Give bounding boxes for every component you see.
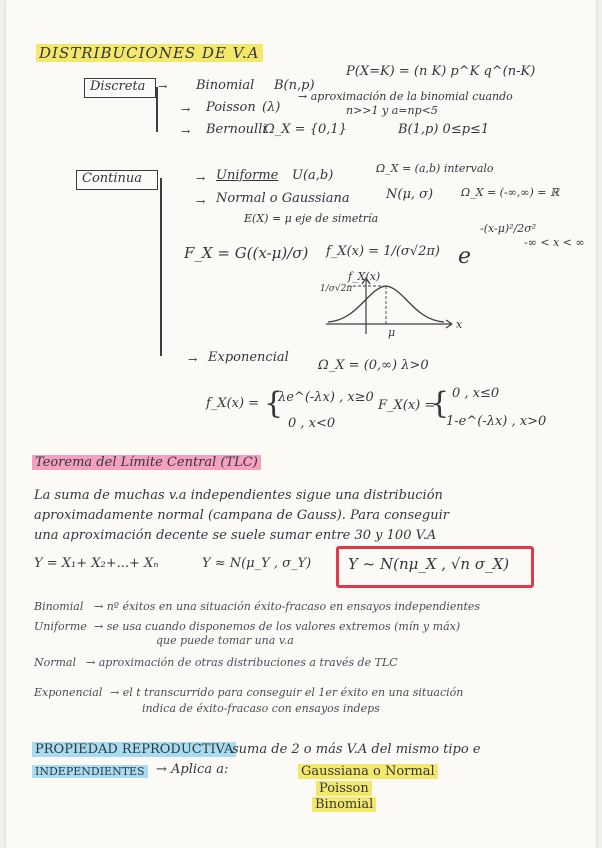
normal-range: -∞ < x < ∞ [524,236,585,249]
bernoulli-name: Bernoulli [206,122,267,137]
propiedad-heading: PROPIEDAD REPRODUCTIVA [32,742,236,757]
graph-ylabel: f_X(x) [348,270,381,283]
expo-pdf-b: 0 , x<0 [288,416,336,431]
propiedad-item-poisson: Poisson [316,781,372,796]
poisson-name: Poisson [206,100,256,115]
expo-cdf-lhs: F_X(x) = [378,398,436,413]
discreta-label: Discreta [90,79,146,94]
tlc-paragraph-line-2: aproximadamente normal (campana de Gauss). Para conseguir [34,508,449,523]
propiedad-text: suma de 2 o más V.A del mismo tipo e [232,742,481,757]
arrow-icon: → [188,353,198,366]
arrow-icon: → [158,80,168,93]
arrow-icon: → [181,103,191,116]
summary-exponencial-text2: indica de éxito-fracaso con ensayos indeps [142,702,380,715]
page-title: DISTRIBUCIONES DE V.A [36,44,263,62]
poisson-params: (λ) [262,100,281,115]
discreta-bracket [156,87,158,132]
tlc-heading: Teorema del Límite Central (TLC) [32,455,261,470]
summary-exponencial-text: → el t transcurrido para conseguir el 1er éxito en una situación [110,686,464,699]
expo-cdf-a: 0 , x≤0 [452,386,500,401]
summary-binomial-name: Binomial [34,600,84,613]
graph-ypeak: 1/σ√2π [320,284,353,294]
graph-xlabel: x [456,318,463,331]
graph-mu: μ [388,326,396,339]
propiedad-item-binomial: Binomial [312,797,376,812]
brace-icon: { [264,386,284,421]
expo-pdf-a: λe^(-λx) , x≥0 [278,390,374,405]
bernoulli-params: Ω_X = {0,1} [264,122,347,137]
binomial-formula: P(X=K) = (n K) p^K q^(n-K) [346,64,536,79]
expo-cdf-b: 1-e^(-λx) , x>0 [446,414,547,429]
normal-expectation: E(X) = μ eje de simetría [244,212,379,225]
propiedad-heading-2: INDEPENDIENTES [32,765,148,778]
summary-normal-name: Normal [34,656,77,669]
normal-cdf: F_X = G((x-μ)/σ) [184,244,309,262]
tlc-paragraph-line-3: una aproximación decente se suele sumar entre 30 y 100 V.A [34,528,437,543]
uniforme-params: U(a,b) [292,168,334,183]
summary-binomial-text: → nº éxitos en una situación éxito-fracaso en ensayos independientes [94,600,481,613]
binomial-params: B(n,p) [274,78,315,93]
normal-name: Normal o Gaussiana [216,191,350,206]
poisson-note: → aproximación de la binomial cuando [298,90,513,103]
arrow-icon: → [196,195,206,208]
exponencial-support: Ω_X = (0,∞) λ>0 [318,358,429,373]
summary-uniforme-name: Uniforme [34,620,87,633]
expo-pdf-lhs: f_X(x) = [206,396,260,411]
tlc-boxed-formula: Y ~ N(nμ_X , √n σ_X) [348,555,510,573]
bernoulli-extra: B(1,p) 0≤p≤1 [398,122,490,137]
exponencial-name: Exponencial [208,350,289,365]
arrow-icon: → [181,125,191,138]
brace-icon: { [430,386,450,421]
arrow-icon: → [196,172,206,185]
bell-curve-graph [306,270,486,350]
euler-e: e [458,244,472,269]
continua-label: Continua [82,171,143,186]
propiedad-aplica: → Aplica a: [156,762,229,777]
summary-uniforme-text: → se usa cuando disponemos de los valores extremos (mín y máx) [94,620,461,633]
uniforme-note: Ω_X = (a,b) intervalo [376,162,494,175]
poisson-note2: n>>1 y a=np<5 [346,104,438,117]
normal-params: N(μ, σ) [386,187,434,202]
continua-bracket [160,178,162,356]
tlc-paragraph-line-1: La suma de muchas v.a independientes sigue una distribución [34,488,443,503]
tlc-approx: Y ≈ N(μ_Y , σ_Y) [202,556,312,571]
summary-exponencial-name: Exponencial [34,686,103,699]
binomial-name: Binomial [196,78,255,93]
normal-exponent: -(x-μ)²/2σ² [480,222,537,235]
tlc-sum: Y = X₁+ X₂+...+ Xₙ [34,556,159,571]
normal-support: Ω_X = (-∞,∞) = ℝ [461,186,560,199]
propiedad-item-gaussiana: Gaussiana o Normal [298,764,438,779]
summary-uniforme-text2: que puede tomar una v.a [156,634,294,647]
notebook-page [6,0,596,848]
uniforme-name: Uniforme [216,168,279,183]
summary-normal-text: → aproximación de otras distribuciones a través de TLC [86,656,398,669]
normal-pdf: f_X(x) = 1/(σ√2π) [326,244,440,259]
